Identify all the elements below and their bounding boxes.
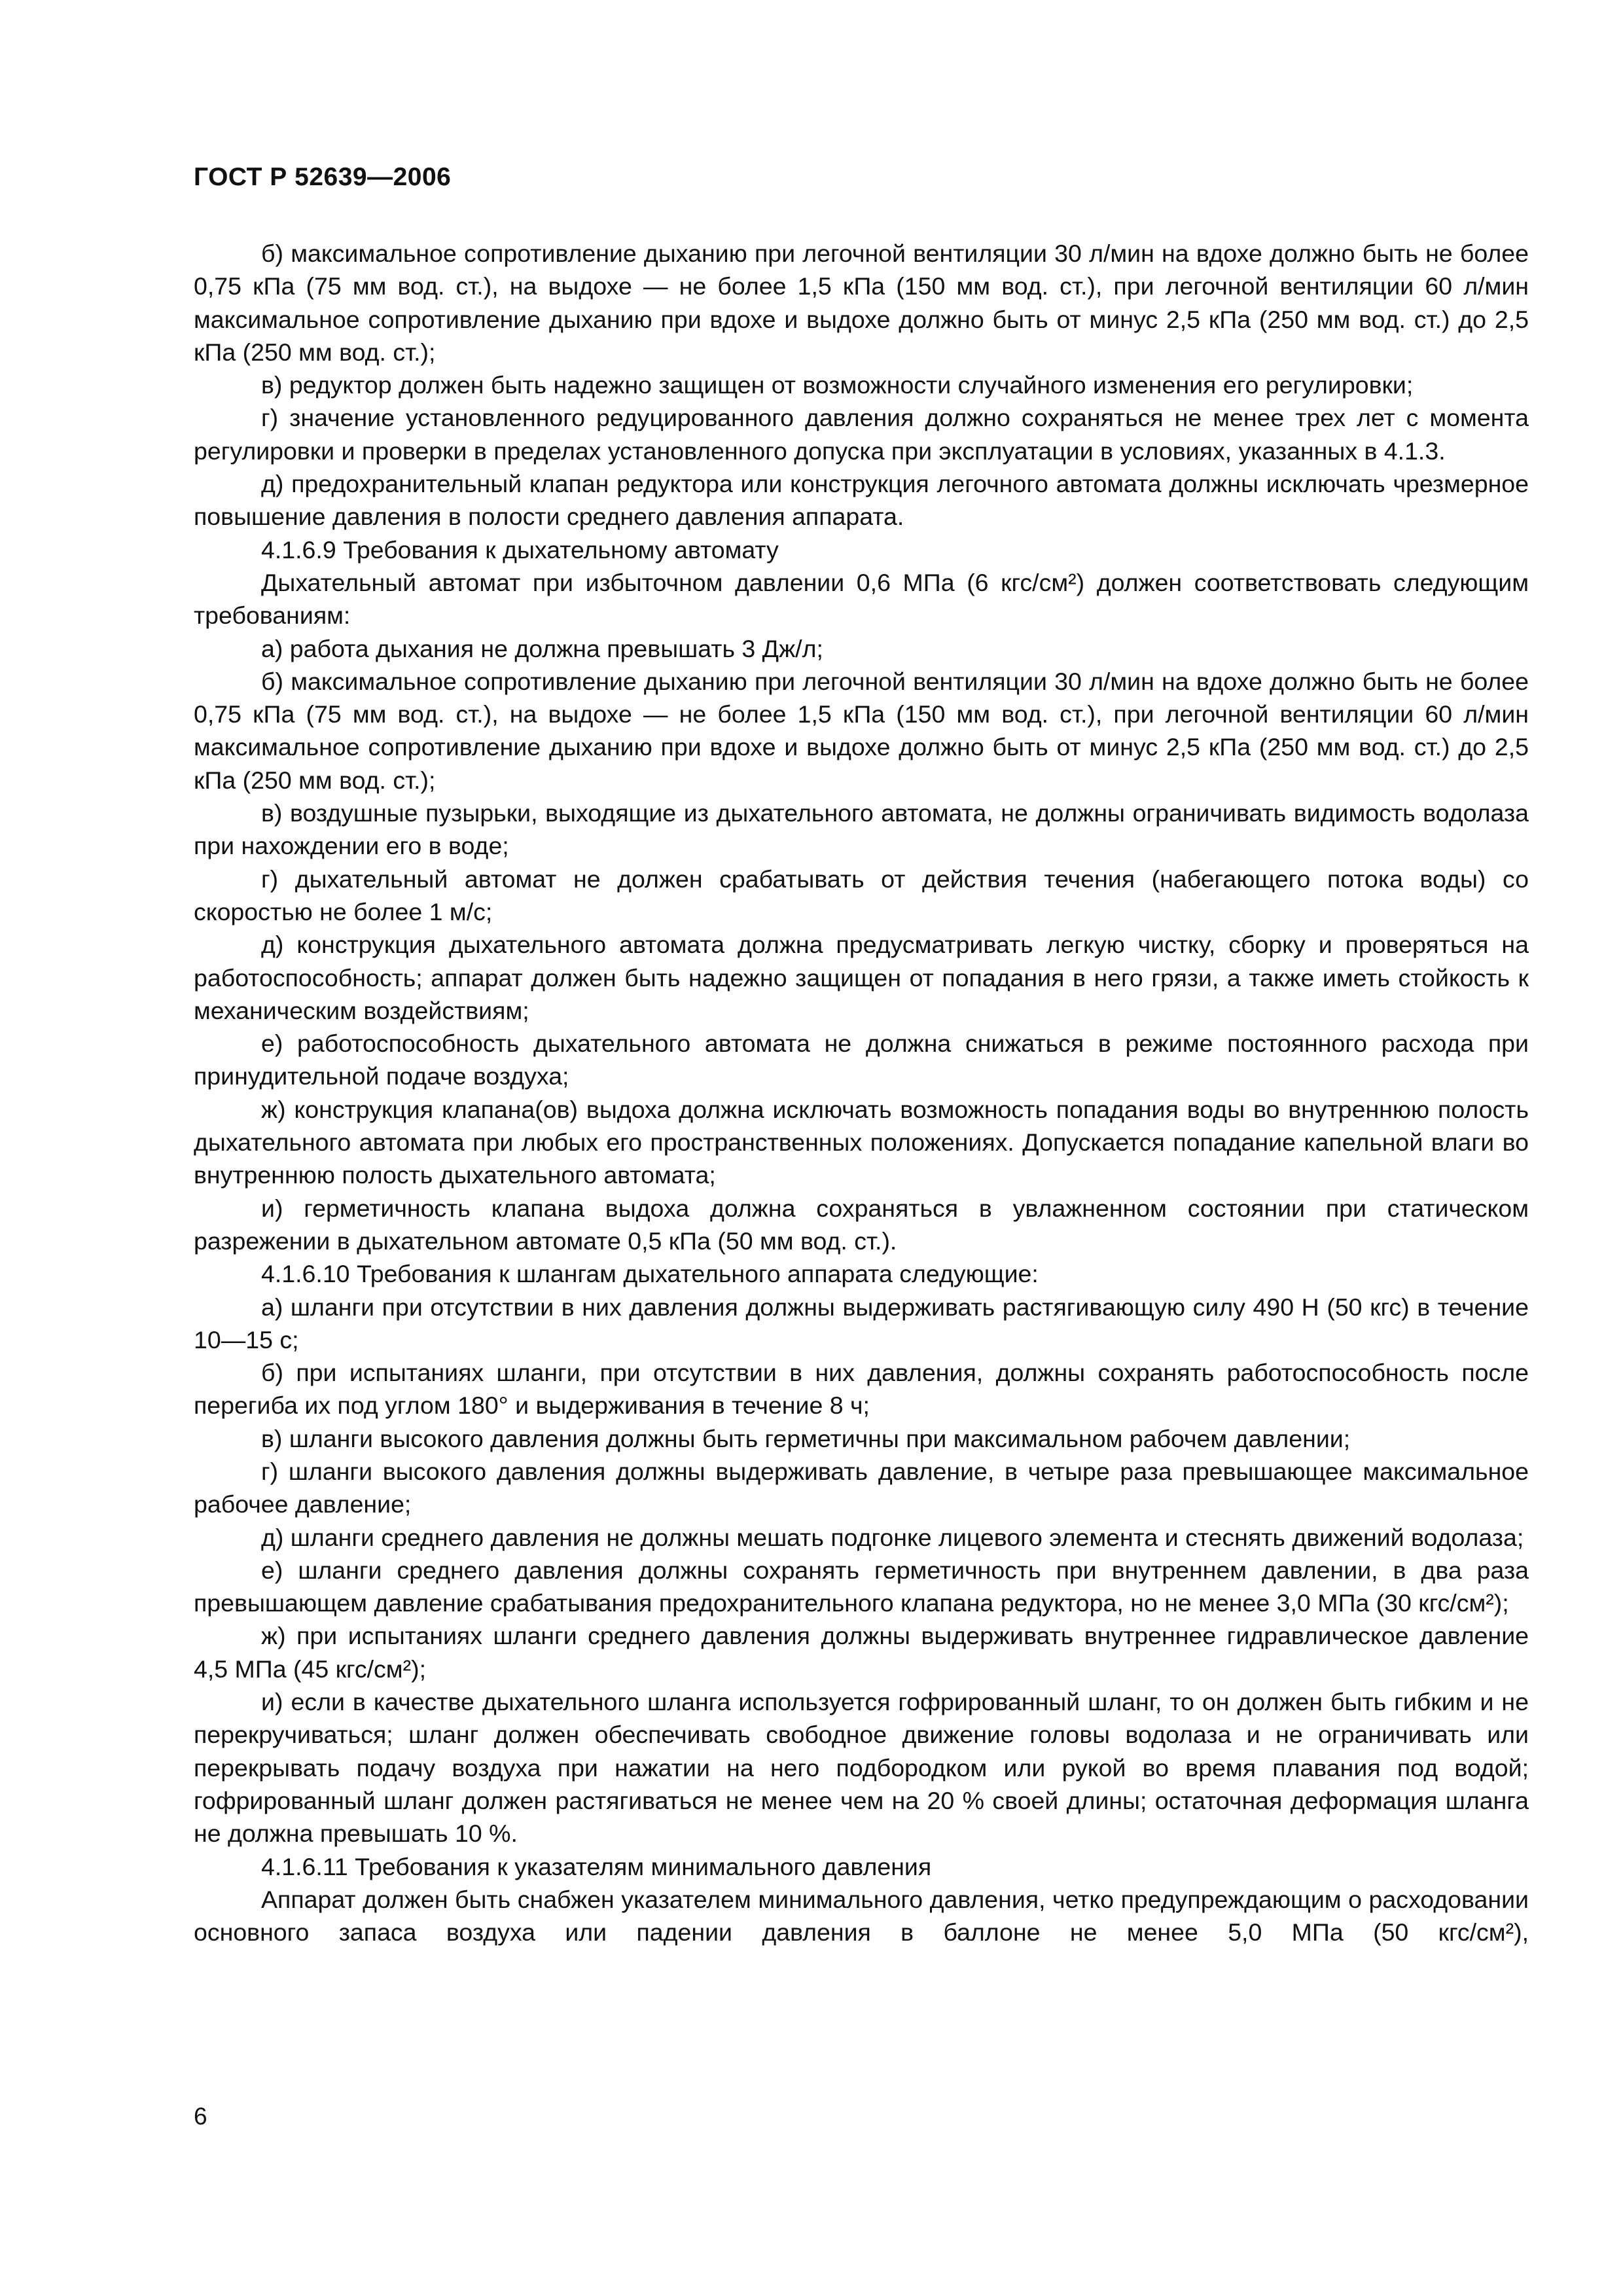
paragraph: г) дыхательный автомат не должен срабатывать от действия течения (набегающего потока воды) со скоростью не более 1 м/с; bbox=[194, 865, 1529, 925]
paragraph: ж) при испытаниях шланги среднего давления должны выдерживать внутреннее гидравлическое давление 4,5 МПа (45 кгс/см²); bbox=[194, 1622, 1529, 1683]
paragraph: е) шланги среднего давления должны сохранять герметичность при внутреннем давлении, в два раза превышающем давление срабатывания предохранительного клапана редуктора, но не менее 3,0 МПа (30 кгс/см²); bbox=[194, 1556, 1529, 1617]
paragraph: г) значение установленного редуцированного давления должно сохраняться не менее трех лет с момента регулировки и проверки в пределах установленного допуска при эксплуатации в условиях, указанных в 4.1.3. bbox=[194, 404, 1529, 465]
paragraph: б) при испытаниях шланги, при отсутствии в них давления, должны сохранять работоспособность после перегиба их под углом 180° и выдерживания в течение 8 ч; bbox=[194, 1359, 1529, 1420]
paragraph: и) герметичность клапана выдоха должна сохраняться в увлажненном состоянии при статическом разрежении в дыхательном автомате 0,5 кПа (50 мм вод. ст.). bbox=[194, 1194, 1529, 1255]
paragraph: г) шланги высокого давления должны выдерживать давление, в четыре раза превышающее максимальное рабочее давление; bbox=[194, 1457, 1529, 1518]
paragraph: е) работоспособность дыхательного автомата не должна снижаться в режиме постоянного расхода при принудительной подаче воздуха; bbox=[194, 1030, 1529, 1090]
section-heading: 4.1.6.10 Требования к шлангам дыхательного аппарата следующие: bbox=[261, 1260, 1039, 1288]
paragraph: Аппарат должен быть снабжен указателем минимального давления, четко предупреждающим о расходовании основного запаса воздуха или падении давления в баллоне не менее 5,0 МПа (50 кгс/см²), bbox=[194, 1885, 1529, 1946]
paragraph: Дыхательный автомат при избыточном давлении 0,6 МПа (6 кгс/см²) должен соответствовать следующим требованиям: bbox=[194, 568, 1529, 630]
paragraph: в) редуктор должен быть надежно защищен от возможности случайного изменения его регулировки; bbox=[261, 371, 1414, 399]
paragraph: д) конструкция дыхательного автомата должна предусматривать легкую чистку, сборку и проверяться на работоспособность; аппарат должен быть надежно защищен от попадания в него грязи, а также иметь стойкость к механическим воздействиям; bbox=[194, 931, 1529, 1024]
paragraph: в) шланги высокого давления должны быть герметичны при максимальном рабочем давлении; bbox=[261, 1424, 1351, 1452]
page-header: ГОСТ Р 52639—2006 bbox=[194, 163, 452, 191]
section-heading: 4.1.6.9 Требования к дыхательному автомату bbox=[261, 535, 779, 564]
paragraph: б) максимальное сопротивление дыханию при легочной вентиляции 30 л/мин на вдохе должно быть не более 0,75 кПа (75 мм вод. ст.), на выдохе — не более 1,5 кПа (150 мм вод. ст.), при легочной вентиляции 60 л/мин максимальное сопротивление дыханию при вдохе и выдохе должно быть от минус 2,5 кПа (250 мм вод. ст.) до 2,5 кПа (250 мм вод. ст.); bbox=[194, 240, 1529, 366]
paragraph: а) работа дыхания не должна превышать 3 Дж/л; bbox=[261, 634, 823, 662]
paragraph: б) максимальное сопротивление дыханию при легочной вентиляции 30 л/мин на вдохе должно быть не более 0,75 кПа (75 мм вод. ст.), на выдохе — не более 1,5 кПа (150 мм вод. ст.), при легочной вентиляции 60 л/мин максимальное сопротивление дыханию при вдохе и выдохе должно быть от минус 2,5 кПа (250 мм вод. ст.) до 2,5 кПа (250 мм вод. ст.); bbox=[194, 667, 1529, 794]
paragraph: а) шланги при отсутствии в них давления должны выдерживать растягивающую силу 490 Н (50 кгс) в течение 10—15 с; bbox=[194, 1293, 1529, 1354]
section-heading: 4.1.6.11 Требования к указателям минимального давления bbox=[261, 1852, 932, 1880]
paragraph: д) шланги среднего давления не должны мешать подгонке лицевого элемента и стеснять движений водолаза; bbox=[261, 1523, 1524, 1551]
paragraph: д) предохранительный клапан редуктора или конструкция легочного автомата должны исключать чрезмерное повышение давления в полости среднего давления аппарата. bbox=[194, 470, 1529, 531]
paragraph: ж) конструкция клапана(ов) выдоха должна исключать возможность попадания воды во внутреннюю полость дыхательного автомата при любых его пространственных положениях. Допускается попадание капельной влаги во внутреннюю полость дыхательного автомата; bbox=[194, 1095, 1529, 1189]
paragraph: в) воздушные пузырьки, выходящие из дыхательного автомата, не должны ограничивать видимость водолаза при нахождении его в воде; bbox=[194, 799, 1529, 860]
paragraph: и) если в качестве дыхательного шланга используется гофрированный шланг, то он должен быть гибким и не перекручиваться; шланг должен обеспечивать свободное движение головы водолаза и не ограничивать или перекрывать подачу воздуха при нажатии на него подбородком или рукой во время плавания под водой; гофрированный шланг должен растягиваться не менее чем на 20 % своей длины; остаточная деформация шланга не должна превышать 10 %. bbox=[194, 1688, 1529, 1848]
document-body bbox=[194, 237, 1529, 1948]
page-number: 6 bbox=[194, 2103, 207, 2130]
